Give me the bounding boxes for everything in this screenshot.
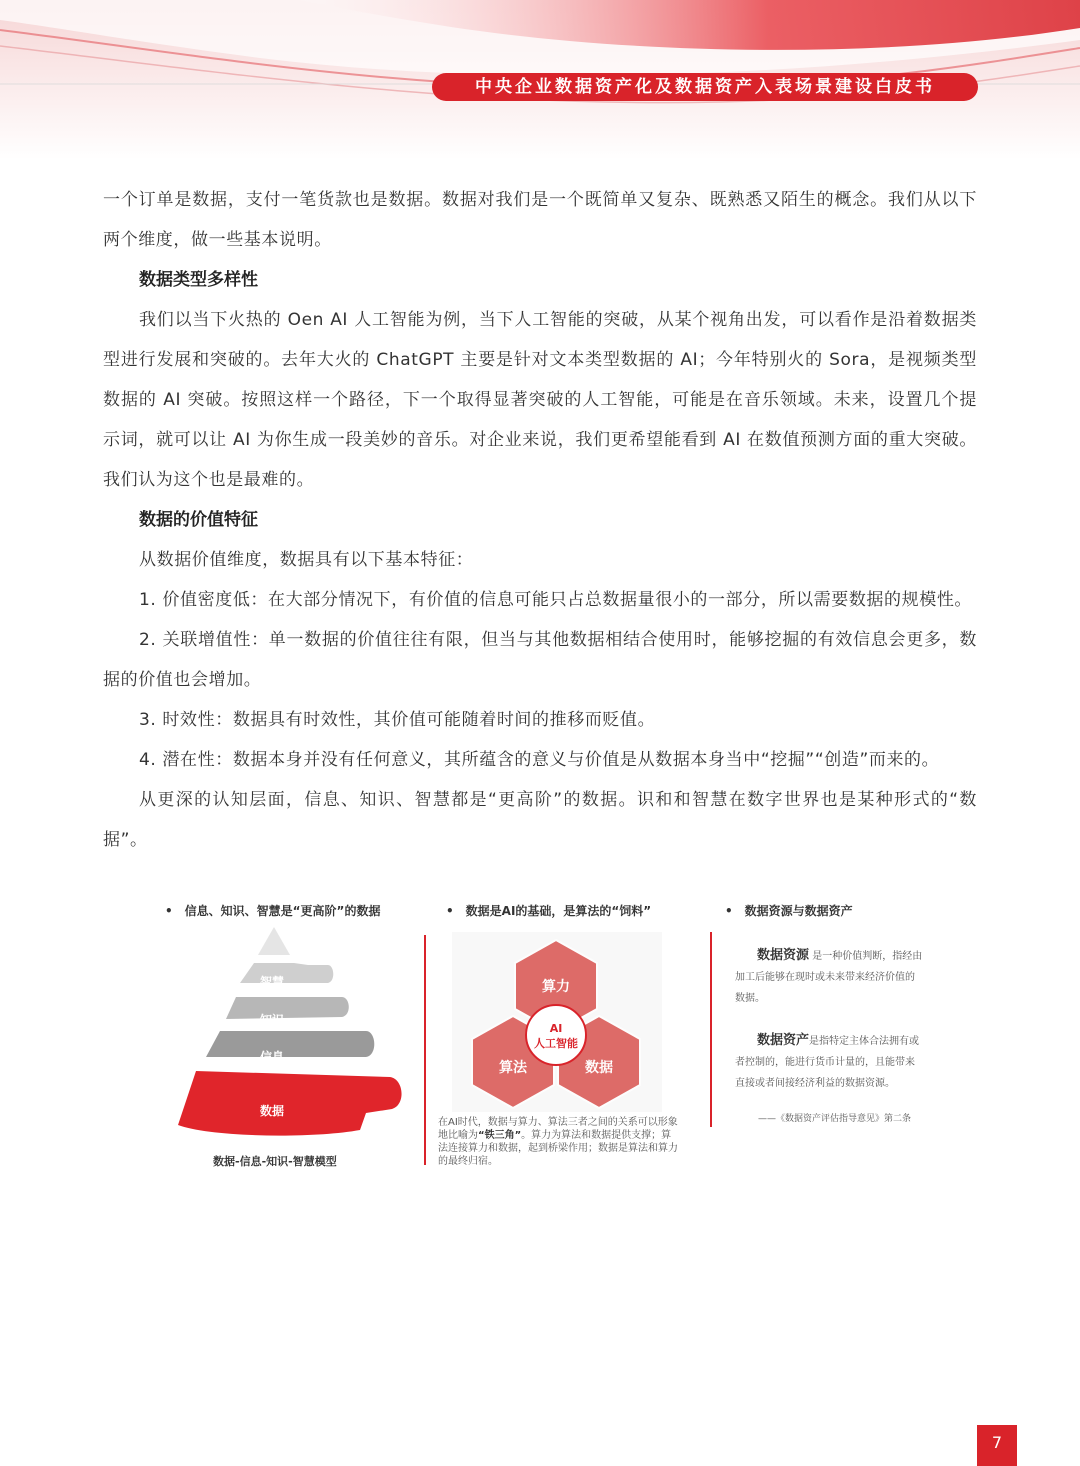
paragraph: 我们以当下火热的 Oen AI 人工智能为例，当下人工智能的突破，从某个视角出发，可以看作是沿着数据类型进行发展和突破的。去年大火的 ChatGPT 主要是针对文本类型数据的 AI；今年特别火的 Sora，是视频类型数据的 AI 突破。按照这样一个路径，下一个取得显著突破的人工智能，可能是在音乐领域。未来，设置几个提示词，就可以让 AI 为你生成一段美妙的音乐。对企业来说，我们更希望能看到 AI 在数值预测方面的重大突破。我们认为这个也是最难的。 [103, 310, 977, 490]
hex-label: 算法 [499, 1060, 527, 1076]
page-number: 7 [977, 1425, 1017, 1466]
figure-heading-3: • 数据资源与数据资产 [725, 904, 853, 918]
hex-label: 算力 [542, 979, 570, 995]
ai-triangle-note: 在AI时代，数据与算力、算法三者之间的关系可以形象地比喻为“铁三角”。算力为算法和数据提供支撑；算法连接算力和数据，起到桥梁作用；数据是算法和算力的最终归宿。 [438, 1117, 678, 1167]
pyramid-label: 数据 [259, 1104, 284, 1118]
section-heading: 数据的价值特征 [139, 510, 258, 530]
pyramid-caption: 数据-信息-知识-智慧模型 [213, 1155, 337, 1168]
body-text [103, 180, 977, 860]
section-heading: 数据类型多样性 [139, 270, 258, 290]
definition-source: ——《数据资产评估指导意见》第二条 [758, 1114, 912, 1124]
list-item: 4. 潜在性：数据本身并没有任何意义，其所蕴含的意义与价值是从数据本身当中“挖掘”“创造”而来的。 [139, 750, 940, 770]
paragraph: 一个订单是数据，支付一笔货款也是数据。数据对我们是一个既简单又复杂、既熟悉又陌生的概念。我们从以下两个维度，做一些基本说明。 [103, 190, 977, 250]
pyramid-tip [258, 927, 290, 955]
paragraph: 从数据价值维度，数据具有以下基本特征： [139, 550, 474, 570]
hex-label: 数据 [585, 1060, 613, 1076]
definition-data-asset: 数据资产是指特定主体合法拥有或者控制的，能进行货币计量的，且能带来直接或者间接经济利益的数据资源。 [735, 1033, 920, 1089]
figure-heading-2: • 数据是AI的基础，是算法的“饲料” [446, 904, 652, 918]
ai-center-label: 人工智能 [534, 1037, 578, 1050]
dikw-pyramid [170, 925, 410, 1154]
list-item: 1. 价值密度低：在大部分情况下，有价值的信息可能只占总数据量很小的一部分，所以需要数据的规模性。 [139, 590, 973, 610]
pyramid-label: 智慧 [259, 975, 284, 989]
list-item: 3. 时效性：数据具有时效性，其价值可能随着时间的推移而贬值。 [139, 710, 656, 730]
pyramid-label: 知识 [259, 1013, 284, 1027]
paragraph: 从更深的认知层面，信息、知识、智慧都是“更高阶”的数据。识和和智慧在数字世界也是某种形式的“数据”。 [103, 790, 977, 850]
list-item: 2. 关联增值性：单一数据的价值往往有限，但当与其他数据相结合使用时，能够挖掘的有效信息会更多，数据的价值也会增加。 [103, 630, 977, 690]
ai-center-label: AI [549, 1022, 563, 1035]
divider [710, 932, 712, 1127]
page-header [0, 0, 1080, 160]
ai-triangle-diagram [452, 932, 662, 1116]
pyramid-label: 信息 [259, 1050, 284, 1064]
figure-heading-1: • 信息、知识、智慧是“更高阶”的数据 [165, 904, 381, 918]
divider [424, 935, 426, 1165]
document-title: 中央企业数据资产化及数据资产入表场景建设白皮书 [432, 73, 978, 101]
definition-data-resource: 数据资源 是一种价值判断，指经由加工后能够在现时或未来带来经济价值的数据。 [735, 948, 923, 1004]
